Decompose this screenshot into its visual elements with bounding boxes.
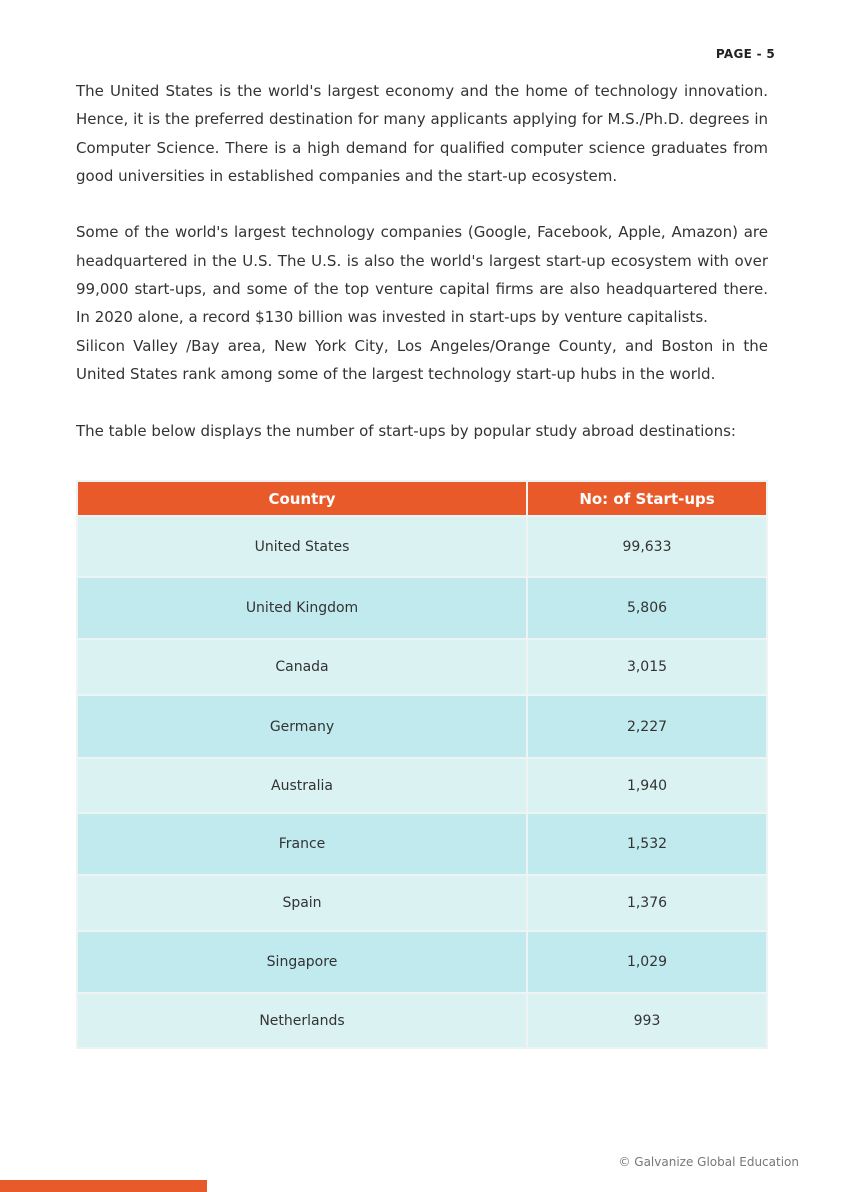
table-row bbox=[78, 640, 766, 694]
cell-country: Australia bbox=[78, 759, 526, 812]
page-number: PAGE - 5 bbox=[715, 47, 775, 61]
column-header-country: Country bbox=[78, 482, 526, 515]
cell-startups: 1,376 bbox=[528, 876, 766, 930]
accent-bar bbox=[0, 1180, 207, 1192]
cell-country: Netherlands bbox=[78, 994, 526, 1047]
table-row bbox=[78, 876, 766, 930]
paragraph-table-intro: The table below displays the number of start-ups by popular study abroad destinations: bbox=[76, 421, 736, 440]
cell-startups: 993 bbox=[528, 994, 766, 1047]
body-text bbox=[76, 77, 768, 445]
cell-startups: 1,029 bbox=[528, 932, 766, 992]
table-header-row bbox=[78, 482, 766, 515]
cell-country: United States bbox=[78, 517, 526, 576]
cell-country: Spain bbox=[78, 876, 526, 930]
cell-country: Canada bbox=[78, 640, 526, 694]
table-row bbox=[78, 578, 766, 638]
cell-startups: 1,532 bbox=[528, 814, 766, 874]
paragraph-startup-hubs: Silicon Valley /Bay area, New York City, Los Angeles/Orange County, and Boston in the United States rank among some of the largest technology start-up hubs in the world. bbox=[76, 336, 768, 383]
paragraph-intro: The United States is the world's largest economy and the home of technology innovation. Hence, it is the preferred destination for many applicants applying for M.S./Ph.D. degrees in Computer Science. There is a high demand for qualified computer science graduates from good universities in established companies and the start-up ecosystem. bbox=[76, 82, 768, 185]
cell-country: Germany bbox=[78, 696, 526, 757]
paragraph-tech-companies: Some of the world's largest technology companies (Google, Facebook, Apple, Amazon) are headquartered in the U.S. The U.S. is also the world's largest start-up ecosystem with over 99,000 start-ups, and some of the top venture capital firms are also headquartered there. In 2020 alone, a record $130 billion was invested in start-ups by venture capitalists. bbox=[76, 223, 768, 327]
footer-copyright: © Galvanize Global Education bbox=[618, 1155, 799, 1169]
table-row bbox=[78, 814, 766, 874]
cell-startups: 3,015 bbox=[528, 640, 766, 694]
startups-table bbox=[76, 480, 768, 1049]
cell-startups: 2,227 bbox=[528, 696, 766, 757]
cell-startups: 99,633 bbox=[528, 517, 766, 576]
table-row bbox=[78, 994, 766, 1047]
cell-country: United Kingdom bbox=[78, 578, 526, 638]
table-row bbox=[78, 759, 766, 812]
table-row bbox=[78, 932, 766, 992]
cell-startups: 1,940 bbox=[528, 759, 766, 812]
cell-country: France bbox=[78, 814, 526, 874]
cell-startups: 5,806 bbox=[528, 578, 766, 638]
column-header-startups: No: of Start-ups bbox=[528, 482, 766, 515]
table-row bbox=[78, 696, 766, 757]
table-row bbox=[78, 517, 766, 576]
cell-country: Singapore bbox=[78, 932, 526, 992]
